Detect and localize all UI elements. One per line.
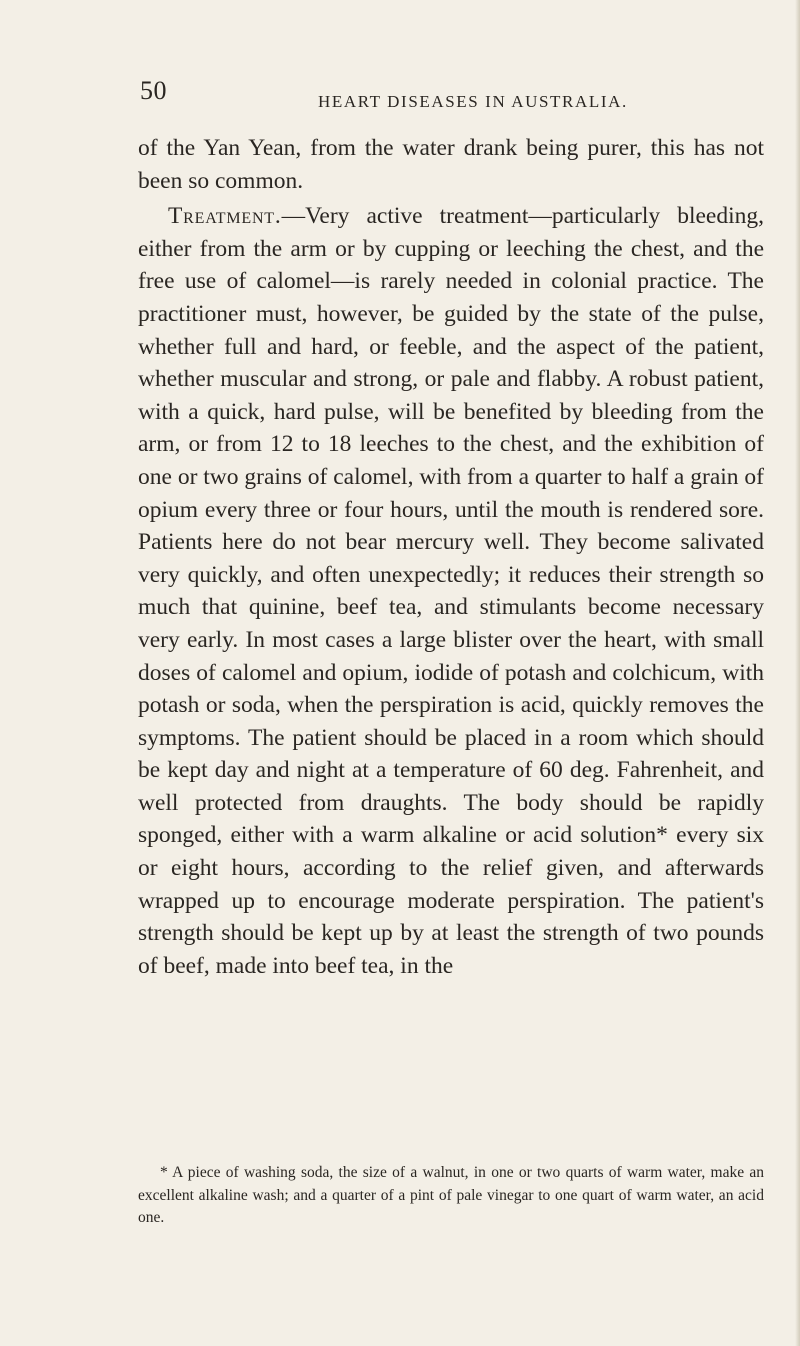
continuation-paragraph: of the Yan Yean, from the water drank being purer, this has not been so common. [138, 135, 764, 194]
page-edge-shadow [795, 0, 800, 1346]
running-title: HEART DISEASES IN AUSTRALIA. [318, 92, 628, 111]
treatment-text: —Very active treatment—particularly bleeding, either from the arm or by cupping or leeching the chest, and the free use of calomel—is rarely needed in colonial practice. The practitioner must, however, be guided by the state of the pulse, whether full and hard, or feeble, and the aspect of the patient, whether muscular and strong, or pale and flabby. A robust patient, with a quick, hard pulse, will be benefited by bleeding from the arm, or from 12 to 18 leeches to the chest, and the exhibition of one or two grains of calomel, with from a quarter to half a grain of opium every three or four hours, until the mouth is rendered sore. Patients here do not bear mercury well. They become salivated very quickly, and often unexpectedly; it reduces their strength so much that quinine, beef tea, and stimulants become necessary very early. In most cases a large blister over the heart, with small doses of calomel and opium, iodide of potash and colchicum, with potash or soda, when the perspiration is acid, quickly removes the symptoms. The patient should be placed in a room which should be kept day and night at a temperature of 60 deg. Fahrenheit, and well protected from draughts. The body should be rapidly sponged, either with a warm alkaline or acid solution* every six or eight hours, according to the relief given, and afterwards wrapped up to encourage moderate perspiration. The patient's strength should be kept up by at least the strength of two pounds of beef, made into beef tea, in the [138, 203, 764, 979]
page-number: 50 [140, 76, 167, 105]
treatment-heading: Treatment. [168, 203, 282, 230]
body-text [138, 132, 764, 982]
treatment-paragraph [138, 200, 764, 982]
footnote: * A piece of washing soda, the size of a walnut, in one or two quarts of warm water, make an excellent alkaline wash; and a quarter of a pint of pale vinegar to one quart of warm water, an acid one. [138, 1164, 764, 1226]
